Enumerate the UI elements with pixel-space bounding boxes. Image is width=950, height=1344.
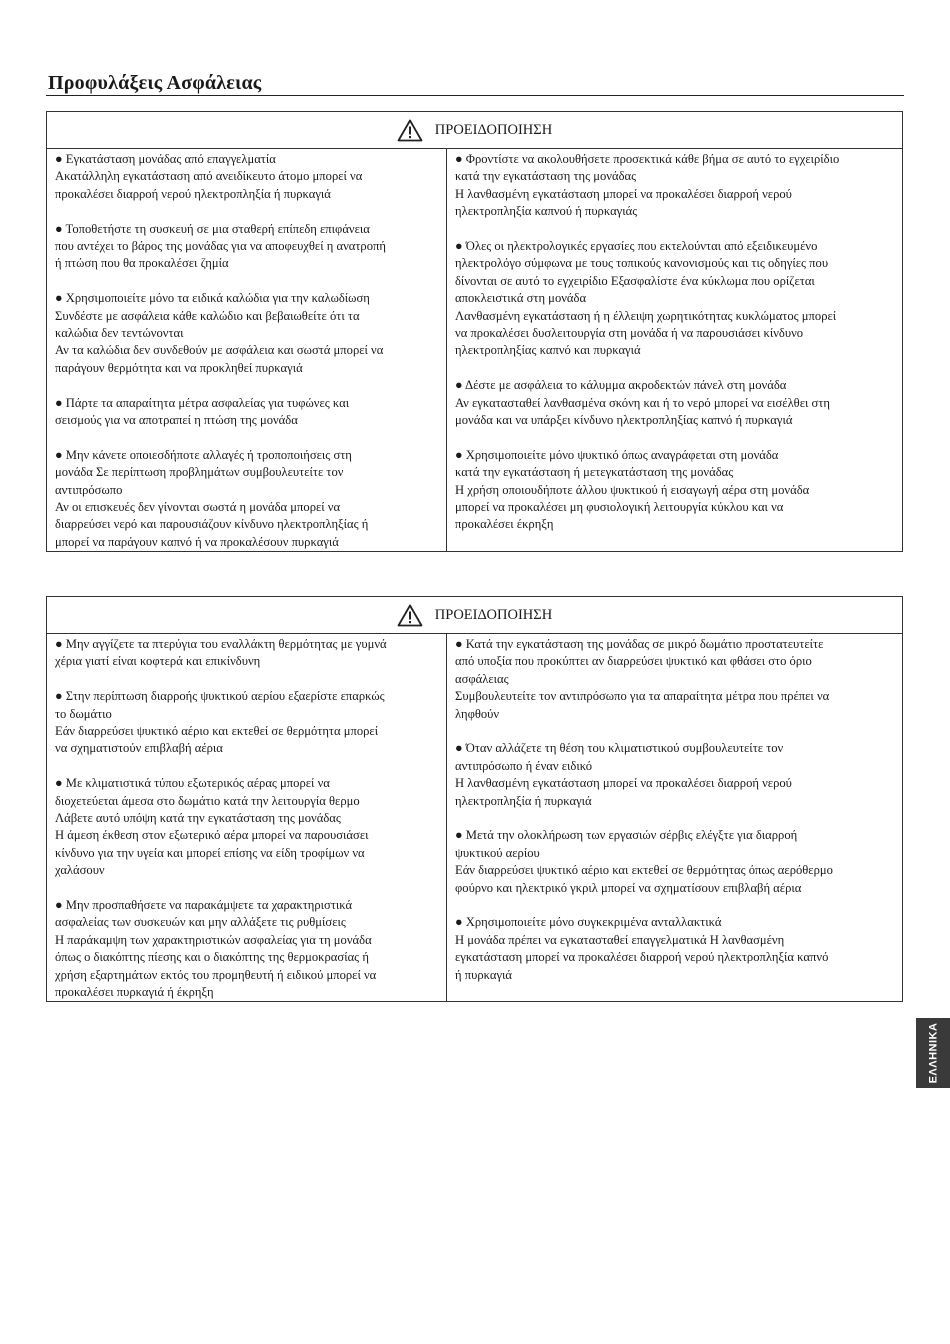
warning-text-line: χέρια γιατί είναι κοφτερά και επικίνδυνη bbox=[55, 654, 261, 669]
warning-text-line: ψυκτικού αερίου bbox=[455, 845, 540, 860]
warning-header-label: ΠΡΟΕΙΔΟΠΟΙΗΣΗ bbox=[434, 606, 553, 623]
warning-text-line: ● Πάρτε τα απαραίτητα μέτρα ασφαλείας για τυφώνες και bbox=[55, 395, 350, 410]
warning-box-2 bbox=[46, 596, 903, 1002]
warning-text-line: διαρρεύσει νερό και παρουσιάζουν κίνδυνο ηλεκτροπληξίας ή bbox=[55, 517, 369, 532]
warning-text-line: ● Μην προσπαθήσετε να παρακάμψετε τα χαρακτηριστικά bbox=[55, 898, 353, 913]
warning-header bbox=[47, 112, 902, 149]
warning-text-line: Αν τα καλώδια δεν συνδεθούν με ασφάλεια και σωστά μπορεί να bbox=[55, 343, 384, 358]
warning-text-line: ● Τοποθετήστε τη συσκευή σε μια σταθερή επίπεδη επιφάνεια bbox=[55, 221, 370, 236]
language-side-tab bbox=[916, 1018, 950, 1088]
warning-text-line: Η λανθασμένη εγκατάσταση μπορεί να προκαλέσει διαρροή νερού bbox=[455, 776, 792, 791]
warning-item bbox=[55, 447, 440, 551]
page-title: Προφυλάξεις Ασφάλειας bbox=[48, 72, 262, 94]
warning-text-line: Εάν διαρρεύσει ψυκτικό αέριο και εκτεθεί σε θερμότητα μπορεί bbox=[55, 724, 379, 739]
warning-text-line: δίνονται σε αυτό το εγχειρίδιο Εξασφαλίστε ένα κύκλωμα που ορίζεται bbox=[455, 273, 815, 288]
warning-text-line: ή πυρκαγιά bbox=[455, 967, 512, 982]
warning-text-line: μονάδα Σε περίπτωση προβλημάτων συμβουλευτείτε τον bbox=[55, 465, 344, 480]
warning-text-line: διοχετεύεται άμεσα στο δωμάτιο κατά την λειτουργία θερμο bbox=[55, 793, 360, 808]
warning-column-left bbox=[47, 149, 447, 551]
warning-item bbox=[55, 897, 440, 1001]
warning-text-line: το δωμάτιο bbox=[55, 706, 112, 721]
warning-text-line: ● Κατά την εγκατάσταση της μονάδας σε μικρό δωμάτιο προστατευτείτε bbox=[455, 637, 824, 651]
warning-item bbox=[55, 688, 440, 758]
warning-text-line: ασφάλειας bbox=[455, 671, 509, 686]
warning-text-line: Ακατάλληλη εγκατάσταση από ανειδίκευτο άτομο μπορεί να bbox=[55, 169, 363, 184]
warning-column-left bbox=[47, 634, 447, 1001]
warning-text-line: προκαλέσει έκρηξη bbox=[455, 517, 554, 532]
warning-text-line: αντιπρόσωπο ή έναν ειδικό bbox=[455, 758, 593, 773]
warning-text-line: προκαλέσει διαρροή νερού ηλεκτροπληξία ή πυρκαγιά bbox=[55, 186, 331, 201]
warning-text-line: ● Με κλιματιστικά τύπου εξωτερικός αέρας μπορεί να bbox=[55, 776, 330, 791]
warning-text-line: ● Εγκατάσταση μονάδας από επαγγελματία bbox=[55, 152, 276, 166]
warning-text-line: Η άμεση έκθεση στον εξωτερικό αέρα μπορεί να παρουσιάσει bbox=[55, 828, 369, 843]
warning-text-line: ή πτώση που θα προκαλέσει ζημία bbox=[55, 256, 229, 271]
warning-text-line: να σχηματιστούν επιβλαβή αέρια bbox=[55, 741, 223, 756]
warning-text-line: Συμβουλευτείτε τον αντιπρόσωπο για τα απαραίτητα μέτρα που πρέπει να bbox=[455, 689, 830, 704]
warning-text-line: κατά την εγκατάσταση ή μετεγκατάσταση της μονάδας bbox=[455, 465, 734, 480]
warning-text-line: μονάδα και να υπάρξει κίνδυνο ηλεκτροπληξίας καπνό ή πυρκαγιά bbox=[455, 413, 793, 428]
warning-header-label: ΠΡΟΕΙΔΟΠΟΙΗΣΗ bbox=[434, 121, 553, 138]
warning-item bbox=[55, 221, 440, 273]
warning-text-line: ηλεκτροπληξίας καπνό και πυρκαγιά bbox=[455, 343, 641, 358]
warning-item bbox=[455, 377, 896, 429]
title-divider bbox=[46, 95, 904, 96]
warning-text-line: ● Μην αγγίζετε τα πτερύγια του εναλλάκτη θερμότητας με γυμνά bbox=[55, 637, 387, 651]
warning-item bbox=[55, 775, 440, 879]
warning-text-line: ● Στην περίπτωση διαρροής ψυκτικού αερίου εξαερίστε επαρκώς bbox=[55, 689, 385, 704]
language-tab-label: ΕΛΛΗΝΙΚΑ bbox=[927, 1022, 939, 1084]
warning-text-line: Η χρήση οποιουδήποτε άλλου ψυκτικού ή εισαγωγή αέρα στη μονάδα bbox=[455, 482, 810, 497]
warning-item bbox=[455, 827, 896, 897]
warning-item bbox=[55, 395, 440, 430]
warning-item bbox=[455, 636, 896, 723]
warning-text-line: ληφθούν bbox=[455, 706, 500, 721]
warning-text-line: ● Μετά την ολοκλήρωση των εργασιών σέρβις ελέγξτε για διαρροή bbox=[455, 828, 798, 843]
warning-box-1 bbox=[46, 111, 903, 552]
warning-text-line: ● Χρησιμοποιείτε μόνο συγκεκριμένα ανταλλακτικά bbox=[455, 915, 722, 930]
warning-triangle-icon bbox=[397, 119, 423, 142]
warning-text-line: Λανθασμένη εγκατάσταση ή η έλλειψη χωρητικότητας κυκλώματος μπορεί bbox=[455, 308, 837, 323]
warning-text-line: αποκλειστικά στη μονάδα bbox=[455, 291, 587, 306]
warning-item bbox=[455, 740, 896, 810]
warning-text-line: εγκατάσταση μπορεί να προκαλέσει διαρροή νερού ηλεκτροπληξία καπνό bbox=[455, 950, 829, 965]
warning-text-line: Αν οι επισκευές δεν γίνονται σωστά η μονάδα μπορεί να bbox=[55, 500, 341, 515]
warning-header bbox=[47, 597, 902, 634]
warning-item bbox=[55, 151, 440, 203]
warning-text-line: ηλεκτροπληξία ή πυρκαγιά bbox=[455, 793, 592, 808]
warning-text-line: ● Χρησιμοποιείτε μόνο ψυκτικό όπως αναγράφεται στη μονάδα bbox=[455, 447, 779, 462]
warning-column-right bbox=[447, 634, 902, 1001]
warning-text-line: Συνδέστε με ασφάλεια κάθε καλώδιο και βεβαιωθείτε ότι τα bbox=[55, 308, 360, 323]
warning-text-line: παράγουν θερμότητα και να προκληθεί πυρκαγιά bbox=[55, 360, 303, 375]
warning-text-line: προκαλέσει πυρκαγιά ή έκρηξη bbox=[55, 985, 214, 1000]
warning-text-line: καλώδια δεν τεντώνονται bbox=[55, 326, 184, 341]
warning-item bbox=[55, 290, 440, 377]
warning-text-line: ● Όλες οι ηλεκτρολογικές εργασίες που εκτελούνται από εξειδικευμένο bbox=[455, 239, 818, 254]
warning-text-line: Η μονάδα πρέπει να εγκατασταθεί επαγγελματικά Η λανθασμένη bbox=[455, 932, 785, 947]
warning-text-line: χρήση εξαρτημάτων εκτός του προμηθευτή ή ειδικού μπορεί να bbox=[55, 967, 377, 982]
warning-text-line: να προκαλέσει δυσλειτουργία στη μονάδα ή να παρουσιάσει κίνδυνο bbox=[455, 326, 804, 341]
warning-item bbox=[455, 238, 896, 360]
warning-text-line: μπορεί να προκαλέσει μη φυσιολογική λειτουργία κύκλου και να bbox=[455, 500, 784, 515]
warning-text-line: σεισμούς για να αποτραπεί η πτώση της μονάδα bbox=[55, 413, 298, 428]
warning-text-line: ηλεκτροπληξία καπνού ή πυρκαγιάς bbox=[455, 204, 638, 219]
warning-item bbox=[55, 636, 440, 671]
warning-text-line: ● Χρησιμοποιείτε μόνο τα ειδικά καλώδια για την καλωδίωση bbox=[55, 291, 370, 306]
warning-text-line: χαλάσουν bbox=[55, 863, 105, 878]
warning-item bbox=[455, 151, 896, 221]
warning-text-line: φούρνο και ηλεκτρικό γκριλ μπορεί να σχηματίσουν επιβλαβή αέρια bbox=[455, 880, 802, 895]
warning-text-line: όπως ο διακόπτης πίεσης και ο διακόπτης της θερμοκρασίας ή bbox=[55, 950, 369, 965]
warning-text-line: Λάβετε αυτό υπόψη κατά την εγκατάσταση της μονάδας bbox=[55, 811, 341, 826]
warning-text-line: ● Φροντίστε να ακολουθήσετε προσεκτικά κάθε βήμα σε αυτό το εγχειρίδιο bbox=[455, 152, 840, 166]
warning-text-line: Αν εγκατασταθεί λανθασμένα σκόνη και ή το νερό μπορεί να εισέλθει στη bbox=[455, 395, 830, 410]
warning-text-line: ● Όταν αλλάζετε τη θέση του κλιματιστικού συμβουλευτείτε τον bbox=[455, 741, 784, 756]
warning-text-line: από υποξία που προκύπτει αν διαρρεύσει ψυκτικό και φθάσει στο όριο bbox=[455, 654, 812, 669]
warning-text-line: ηλεκτρολόγο σύμφωνα με τους τοπικούς κανονισμούς και τις οδηγίες που bbox=[455, 256, 829, 271]
warning-column-right bbox=[447, 149, 902, 551]
warning-text-line: Η λανθασμένη εγκατάσταση μπορεί να προκαλέσει διαρροή νερού bbox=[455, 186, 792, 201]
warning-item bbox=[455, 914, 896, 984]
warning-item bbox=[455, 447, 896, 534]
warning-text-line: κίνδυνο για την υγεία και μπορεί επίσης να είδη τροφίμων να bbox=[55, 845, 365, 860]
warning-text-line: μπορεί να παράγουν καπνό ή να προκαλέσουν πυρκαγιά bbox=[55, 534, 339, 549]
warning-triangle-icon bbox=[397, 604, 423, 627]
warning-text-line: ● Δέστε με ασφάλεια το κάλυμμα ακροδεκτών πάνελ στη μονάδα bbox=[455, 378, 787, 393]
warning-text-line: Εάν διαρρεύσει ψυκτικό αέριο και εκτεθεί σε θερμότητας όπως αερόθερμο bbox=[455, 863, 833, 878]
warning-text-line: ● Μην κάνετε οποιεσδήποτε αλλαγές ή τροποποιήσεις στη bbox=[55, 447, 352, 462]
warning-text-line: που αντέχει το βάρος της μονάδας για να αποφευχθεί η ανατροπή bbox=[55, 239, 386, 254]
warning-text-line: ασφαλείας των συσκευών και μην αλλάξετε τις ρυθμίσεις bbox=[55, 915, 346, 930]
warning-text-line: αντιπρόσωπο bbox=[55, 482, 123, 497]
warning-text-line: Η παράκαμψη των χαρακτηριστικών ασφαλείας για τη μονάδα bbox=[55, 932, 372, 947]
warning-text-line: κατά την εγκατάσταση της μονάδας bbox=[455, 169, 637, 184]
